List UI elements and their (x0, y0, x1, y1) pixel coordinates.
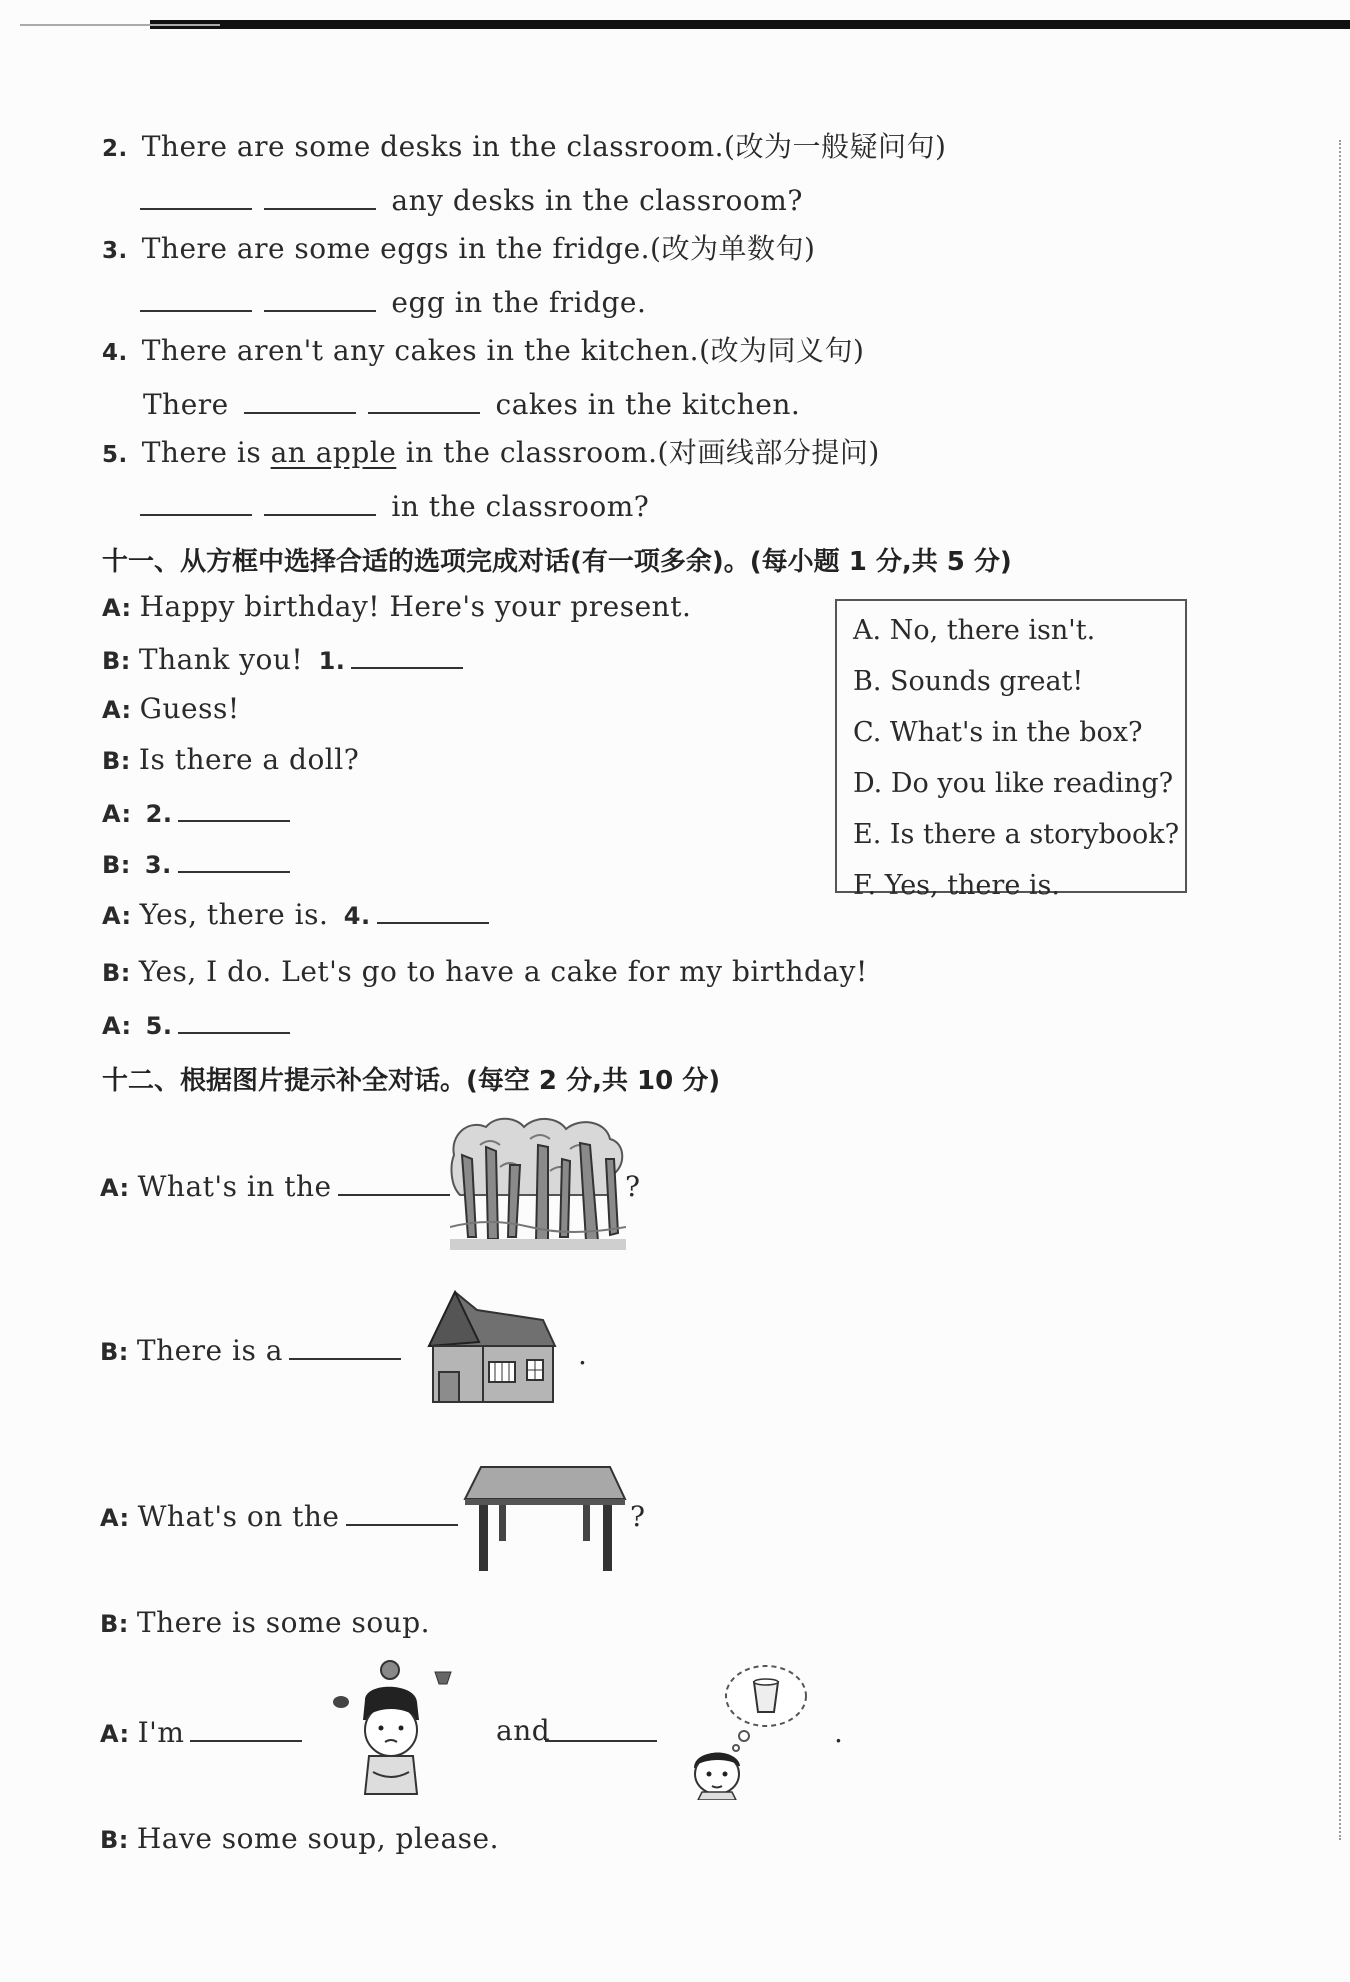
dialogue-line (102, 743, 359, 778)
dialogue-line (100, 1168, 456, 1205)
dialogue-text: Have some soup, please. (136, 1822, 500, 1855)
dialogue-line (102, 1006, 296, 1043)
option-letter: D. (853, 768, 883, 799)
dialogue-line (100, 1332, 407, 1369)
question-number: 1. (318, 647, 346, 675)
answer-text: There (143, 388, 229, 421)
answer-blank[interactable] (140, 488, 252, 516)
option-letter: A. (853, 615, 882, 646)
answer-text: egg in the fridge. (391, 286, 647, 319)
dialogue-text: What's on the (137, 1500, 340, 1533)
option-text: Do you like reading? (890, 768, 1174, 799)
answer-text: any desks in the classroom? (391, 184, 803, 217)
question-number: 4. (343, 902, 371, 930)
answer-blank[interactable] (545, 1714, 657, 1742)
speaker-label: B: (100, 1610, 129, 1638)
dialogue-text: Is there a doll? (138, 743, 360, 776)
dialogue-text: and (496, 1714, 551, 1747)
question-text: There aren't any cakes in the kitchen. (141, 334, 700, 367)
answer-blank[interactable] (244, 386, 356, 414)
speaker-label: B: (102, 747, 131, 775)
dialogue-text: What's in the (137, 1170, 332, 1203)
answer-blank[interactable] (190, 1714, 302, 1742)
option-a (853, 605, 1185, 656)
section-12-heading: 十二、根据图片提示补全对话。(每空 2 分,共 10 分) (102, 1066, 721, 1096)
underlined-phrase: an apple (270, 436, 397, 469)
option-letter: C. (853, 717, 882, 748)
answer-blank[interactable] (140, 182, 252, 210)
dialogue-text: I'm (137, 1716, 185, 1749)
question-3 (102, 232, 815, 268)
answer-text: cakes in the kitchen. (495, 388, 801, 421)
house-picture (425, 1290, 560, 1405)
answer-line-3 (140, 284, 646, 320)
answer-blank[interactable] (264, 488, 376, 516)
forest-picture (450, 1115, 626, 1250)
dialogue-text: Yes, there is. (139, 898, 329, 931)
option-letter: F. (853, 870, 877, 901)
question-text: There are some eggs in the fridge. (141, 232, 651, 265)
dialogue-line (100, 1714, 308, 1751)
question-hint: (改为单数句) (650, 232, 816, 265)
question-hint: (改为一般疑问句) (724, 130, 947, 163)
option-text: What's in the box? (889, 717, 1143, 748)
answer-blank[interactable] (351, 641, 463, 669)
dialogue-line (102, 845, 296, 882)
section-11-heading: 十一、从方框中选择合适的选项完成对话(有一项多余)。(每小题 1 分,共 5 分) (102, 547, 1012, 577)
question-text: There are some desks in the classroom. (141, 130, 725, 163)
dialogue-text: There is a (136, 1334, 283, 1367)
answer-blank[interactable] (377, 896, 489, 924)
hungry-boy-picture (333, 1660, 458, 1800)
dialogue-text: Thank you! (138, 643, 304, 676)
speaker-label: A: (100, 1504, 130, 1532)
dialogue-text: Yes, I do. Let's go to have a cake for my birthday! (138, 955, 868, 988)
answer-blank[interactable] (289, 1332, 401, 1360)
top-border-thin (20, 24, 220, 26)
punctuation: ? (625, 1170, 641, 1203)
option-c (853, 707, 1185, 758)
dialogue-line (102, 590, 691, 625)
speaker-label: A: (102, 800, 132, 828)
option-letter: B. (853, 666, 882, 697)
dialogue-line (100, 1606, 430, 1641)
option-text: Sounds great! (890, 666, 1084, 697)
question-number: 2. (145, 800, 173, 828)
dialogue-text: Guess! (139, 692, 240, 725)
table-picture (463, 1465, 628, 1577)
option-b (853, 656, 1185, 707)
speaker-label: B: (102, 647, 131, 675)
question-2 (102, 130, 946, 166)
dialogue-line (100, 1498, 464, 1535)
speaker-label: A: (100, 1174, 130, 1202)
option-text: Is there a storybook? (889, 819, 1180, 850)
option-text: Yes, there is. (884, 870, 1060, 901)
question-number: 5. (145, 1012, 173, 1040)
question-number: 3. (102, 238, 128, 264)
option-e (853, 809, 1185, 860)
dialogue-line (102, 896, 495, 933)
answer-blank[interactable] (178, 794, 290, 822)
answer-blank[interactable] (178, 1006, 290, 1034)
answer-blank[interactable] (178, 845, 290, 873)
option-f (853, 860, 1185, 911)
option-d (853, 758, 1185, 809)
top-border-bar (150, 20, 1350, 29)
thirsty-boy-picture (690, 1662, 815, 1800)
options-box (835, 599, 1187, 901)
speaker-label: A: (102, 594, 132, 622)
answer-blank[interactable] (338, 1168, 450, 1196)
option-letter: E. (853, 819, 882, 850)
question-5 (102, 436, 880, 472)
question-number: 2. (102, 136, 128, 162)
dialogue-line (102, 692, 240, 727)
dialogue-line (102, 641, 469, 678)
question-hint: (改为同义句) (699, 334, 865, 367)
dialogue-line (102, 955, 868, 990)
question-text: in the classroom. (396, 436, 658, 469)
question-4 (102, 334, 864, 370)
answer-blank[interactable] (264, 284, 376, 312)
answer-line-5 (140, 488, 649, 524)
speaker-label: B: (102, 851, 131, 879)
question-hint: (对画线部分提问) (657, 436, 880, 469)
question-number: 5. (102, 442, 128, 468)
punctuation: ? (630, 1500, 646, 1533)
speaker-label: A: (102, 1012, 132, 1040)
dialogue-blank-holder (545, 1714, 663, 1750)
speaker-label: B: (100, 1338, 129, 1366)
option-text: No, there isn't. (889, 615, 1096, 646)
binding-dotted-line (1339, 140, 1341, 1840)
question-number: 3. (144, 851, 172, 879)
dialogue-text: There is some soup. (136, 1606, 431, 1639)
answer-blank[interactable] (368, 386, 480, 414)
punctuation: . (578, 1338, 588, 1371)
dialogue-line (102, 794, 296, 831)
answer-blank[interactable] (264, 182, 376, 210)
dialogue-text: Happy birthday! Here's your present. (139, 590, 692, 623)
speaker-label: B: (102, 959, 131, 987)
answer-blank[interactable] (140, 284, 252, 312)
speaker-label: B: (100, 1826, 129, 1854)
speaker-label: A: (100, 1720, 130, 1748)
speaker-label: A: (102, 902, 132, 930)
question-number: 4. (102, 340, 128, 366)
answer-blank[interactable] (346, 1498, 458, 1526)
speaker-label: A: (102, 696, 132, 724)
punctuation: . (834, 1716, 844, 1749)
question-text: There is (141, 436, 271, 469)
dialogue-line (100, 1822, 499, 1857)
answer-text: in the classroom? (391, 490, 650, 523)
answer-line-2 (140, 182, 803, 218)
answer-line-4 (143, 386, 800, 422)
